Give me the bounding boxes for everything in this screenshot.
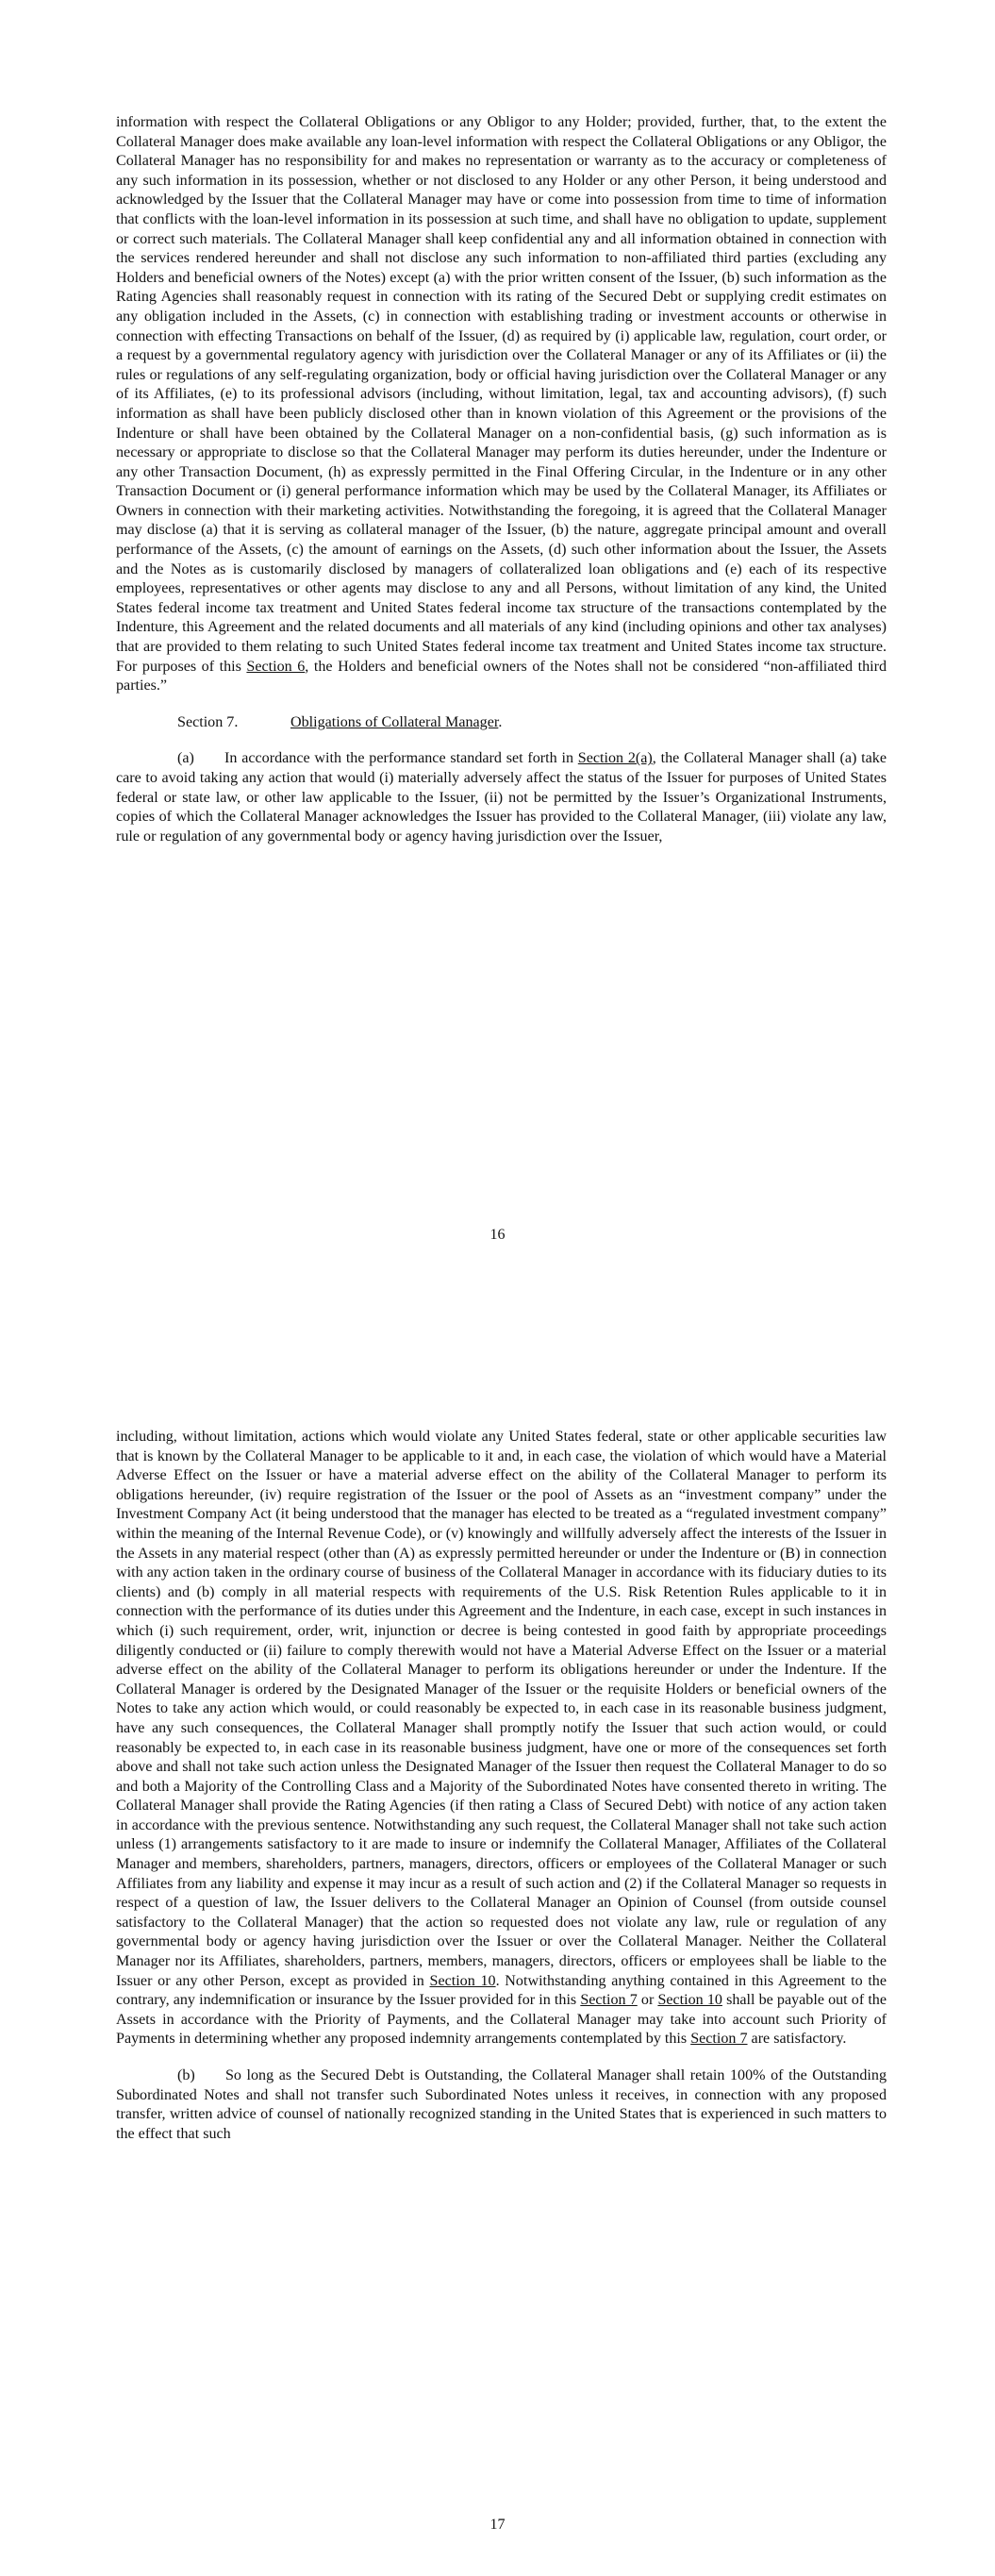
section-7-number: Section 7.	[177, 713, 239, 730]
section-7b-paragraph: (b) So long as the Secured Debt is Outstanding, the Collateral Manager shall retain 100% of the Outstanding Subordinated Notes and shall not transfer such Subordinated Notes unless it receives, in connection with any proposed transfer, written advice of counsel of nationally recognized standing in the United States that is experienced in such matters to the effect that such	[116, 2067, 887, 2142]
page-number: 17	[489, 2517, 506, 2533]
page-17	[0, 1288, 995, 2576]
section-6-continuation-paragraph: information with respect the Collateral Obligations or any Obligor to any Holder; provided, further, that, to the extent the Collateral Manager does make available any loan-level information with respect the Collateral Obligations or any Obligor, the Collateral Manager has no responsibility for and makes no representation or warranty as to the accuracy or completeness of any such information in its possession, whether or not disclosed to any Holder or any other Person, it being understood and acknowledged by the Issuer that the Collateral Manager may have or come into possession from time to time of information that conflicts with the loan-level information in its possession at such time, and shall have no obligation to update, supplement or correct such materials. The Collateral Manager shall keep confidential any and all information obtained in connection with the services rendered hereunder and shall not disclose any such information to non-affiliated third parties (excluding any Holders and beneficial owners of the Notes) except (a) with the prior written consent of the Issuer, (b) such information as the Rating Agencies shall reasonably request in connection with its rating of the Secured Debt or supplying credit estimates on any obligation included in the Assets, (c) in connection with establishing trading or investment accounts or otherwise in connection with effecting Transactions on behalf of the Issuer, (d) as required by (i) applicable law, regulation, court order, or a request by a governmental regulatory agency with jurisdiction over the Collateral Manager or any of its Affiliates or (ii) the rules or regulations of any self-regulating organization, body or official having jurisdiction over the Collateral Manager or any of its Affiliates, (e) to its professional advisors (including, without limitation, legal, tax and accounting advisors), (f) such information as shall have been publicly disclosed other than in known violation of this Agreement or the provisions of the Indenture or shall have been obtained by the Collateral Manager on a non-confidential basis, (g) such information as is necessary or appropriate to disclose so that the Collateral Manager may perform its duties hereunder, under the Indenture or any other Transaction Document, (h) as expressly permitted in the Final Offering Circular, in the Indenture or in any other Transaction Document or (i) general performance information which may be used by the Collateral Manager, its Affiliates or Owners in connection with their marketing activities. Notwithstanding the foregoing, it is agreed that the Collateral Manager may disclose (a) that it is serving as collateral manager of the Issuer, (b) the nature, aggregate principal amount and overall performance of the Assets, (c) the amount of earnings on the Assets, (d) such other information about the Issuer, the Assets and the Notes as is customarily disclosed by managers of collateralized loan obligations and (e) each of its respective employees, representatives or other agents may disclose to any and all Persons, without limitation of any kind, the United States federal income tax treatment and United States federal income tax structure of the transactions contemplated by the Indenture, this Agreement and the related documents and all materials of any kind (including opinions and other tax analyses) that are provided to them relating to such United States federal income tax treatment and United States income tax structure. For purposes of this Section 6, the Holders and beneficial owners of the Notes shall not be considered “non-affiliated third parties.”	[116, 114, 887, 694]
section-2a-reference: Section 2(a)	[577, 750, 653, 767]
section-10-reference: Section 10	[657, 1992, 722, 2009]
section-7-heading: Section 7. Obligations of Collateral Manager.	[116, 713, 887, 733]
section-6-reference: Section 6	[246, 658, 306, 675]
section-7-reference: Section 7	[580, 1992, 638, 2009]
section-10-reference: Section 10	[429, 1972, 496, 1989]
page-16-body	[116, 113, 887, 863]
section-7a-continuation-paragraph: including, without limitation, actions which would violate any United States federal, state or other applicable securities law that is known by the Collateral Manager to be applicable to it and, in each case, the violation of which would have a Material Adverse Effect on the Issuer or have a material adverse effect on the ability of the Collateral Manager to perform its obligations hereunder, (iv) require registration of the Issuer or the pool of Assets as an “investment company” under the Investment Company Act (it being understood that the manager has elected to be treated as a “regulated investment company” within the meaning of the Internal Revenue Code), or (v) knowingly and willfully adversely affect the interests of the Issuer in the Assets in any material respect (other than (A) as expressly permitted hereunder or under the Indenture or (B) in connection with any action taken in the ordinary course of business of the Collateral Manager in accordance with its fiduciary duties to its clients) and (b) comply in all material respects with requirements of the U.S. Risk Retention Rules applicable to it in connection with the performance of its duties under this Agreement and the Indenture, in each case, except in such instances in which (i) such requirement, order, writ, injunction or decree is being contested in good faith by appropriate proceedings diligently conducted or (ii) failure to comply therewith would not have a Material Adverse Effect on the Issuer or a material adverse effect on the ability of the Collateral Manager to perform its obligations hereunder or under the Indenture. If the Collateral Manager is ordered by the Designated Manager of the Issuer or the requisite Holders or beneficial owners of the Notes to take any action which would, or could reasonably be expected to, in each case in its reasonable business judgment, have any such consequences, the Collateral Manager shall promptly notify the Issuer that such action would, or could reasonably be expected to, in each case in its reasonable business judgment, have one or more of the consequences set forth above and shall not take such action unless the Designated Manager of the Issuer then request the Collateral Manager to do so and both a Majority of the Controlling Class and a Majority of the Subordinated Notes have consented thereto in writing. The Collateral Manager shall provide the Rating Agencies (if then rating a Class of Secured Debt) with notice of any action taken in accordance with the previous sentence. Notwithstanding any such request, the Collateral Manager shall not take such action unless (1) arrangements satisfactory to it are made to insure or indemnify the Collateral Manager, Affiliates of the Collateral Manager and members, shareholders, partners, managers, directors, officers or employees of the Collateral Manager or such Affiliates from any liability and expense it may incur as a result of such action and (2) if the Collateral Manager so requests in respect of a question of law, the Issuer delivers to the Collateral Manager an Opinion of Counsel (from outside counsel satisfactory to the Collateral Manager) that the action so requested does not violate any law, rule or regulation of any governmental body or agency having jurisdiction over the Issuer or over the Collateral Manager. Neither the Collateral Manager nor its Affiliates, shareholders, partners, members, managers, directors, officers or employees shall be liable to the Issuer or any other Person, except as provided in Section 10. Notwithstanding anything contained in this Agreement to the contrary, any indemnification or insurance by the Issuer provided for in this Section 7 or Section 10 shall be payable out of the Assets in accordance with the Priority of Payments, and the Collateral Manager may take into account such Priority of Payments in determining whether any proposed indemnity arrangements contemplated by this Section 7 are satisfactory.	[116, 1429, 887, 2048]
section-7-reference: Section 7	[690, 2031, 748, 2048]
section-7-title: Obligations of Collateral Manager	[290, 713, 499, 730]
section-7a-paragraph: (a) In accordance with the performance standard set forth in Section 2(a), the Collateral Manager shall (a) take care to avoid taking any action that would (i) materially adversely affect the status of the Issuer for purposes of United States federal or state law, or other law applicable to the Issuer, (ii) not be permitted by the Issuer’s Organizational Instruments, copies of which the Collateral Manager acknowledges the Issuer has provided to the Collateral Manager, (iii) violate any law, rule or regulation of any governmental body or agency having jurisdiction over the Issuer,	[116, 750, 887, 845]
page-17-body	[116, 1428, 887, 2161]
page-number: 16	[489, 1227, 506, 1243]
